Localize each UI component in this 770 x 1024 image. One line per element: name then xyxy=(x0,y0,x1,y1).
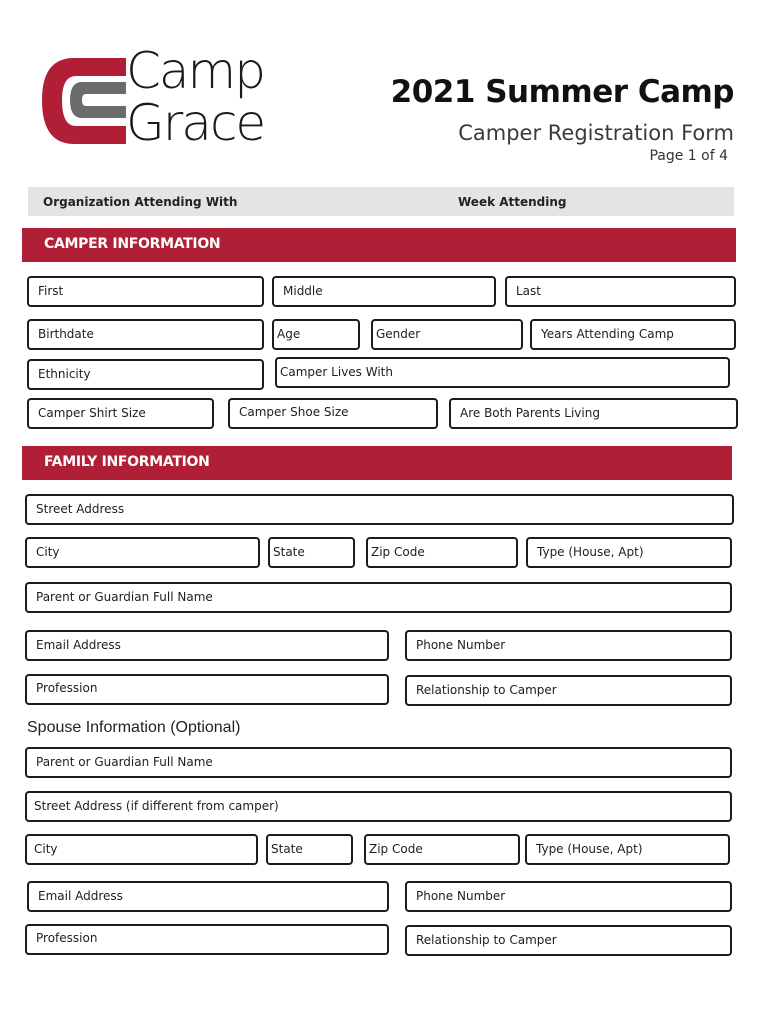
logo-word-grace: Grace xyxy=(126,94,265,152)
family-relationship-label: Relationship to Camper xyxy=(416,683,557,697)
spouse-guardian-name-label: Parent or Guardian Full Name xyxy=(36,755,213,769)
logo-mark-icon xyxy=(34,44,134,154)
spouse-email-label: Email Address xyxy=(38,889,123,903)
family-profession-label: Profession xyxy=(36,681,98,695)
ethnicity-label: Ethnicity xyxy=(38,367,91,381)
spouse-state-field[interactable] xyxy=(266,834,353,865)
family-profession-field[interactable] xyxy=(25,674,389,705)
family-zip-field[interactable] xyxy=(366,537,518,568)
family-type-label: Type (House, Apt) xyxy=(537,545,644,559)
middle-name-field[interactable] xyxy=(272,276,496,307)
spouse-phone-field[interactable] xyxy=(405,881,732,912)
spouse-profession-label: Profession xyxy=(36,931,98,945)
spouse-street-field[interactable] xyxy=(25,791,732,822)
last-name-field[interactable] xyxy=(505,276,736,307)
ethnicity-field[interactable] xyxy=(27,359,264,390)
shirt-size-field[interactable] xyxy=(27,398,214,429)
spouse-zip-field[interactable] xyxy=(364,834,520,865)
spouse-state-label: State xyxy=(271,842,303,856)
page-title: 2021 Summer Camp xyxy=(390,74,734,110)
birthdate-label: Birthdate xyxy=(38,327,94,341)
family-email-field[interactable] xyxy=(25,630,389,661)
family-type-field[interactable] xyxy=(526,537,732,568)
family-phone-label: Phone Number xyxy=(416,638,506,652)
family-guardian-name-label: Parent or Guardian Full Name xyxy=(36,590,213,604)
middle-name-label: Middle xyxy=(283,284,323,298)
birthdate-field[interactable] xyxy=(27,319,264,350)
logo-word-camp: Camp xyxy=(126,42,264,100)
family-relationship-field[interactable] xyxy=(405,675,732,706)
years-attending-field[interactable] xyxy=(530,319,736,350)
camper-section-title: CAMPER INFORMATION xyxy=(44,236,221,252)
first-name-label: First xyxy=(38,284,64,298)
lives-with-label: Camper Lives With xyxy=(280,365,393,379)
camp-grace-logo xyxy=(34,44,296,154)
week-field[interactable]: Week Attending xyxy=(458,195,567,209)
family-phone-field[interactable] xyxy=(405,630,732,661)
parents-living-label: Are Both Parents Living xyxy=(460,406,600,420)
form-subtitle: Camper Registration Form xyxy=(458,121,734,145)
page-indicator: Page 1 of 4 xyxy=(649,148,728,164)
family-city-field[interactable] xyxy=(25,537,260,568)
shirt-size-label: Camper Shirt Size xyxy=(38,406,146,420)
last-name-label: Last xyxy=(516,284,541,298)
family-state-label: State xyxy=(273,545,305,559)
family-state-field[interactable] xyxy=(268,537,355,568)
spouse-profession-field[interactable] xyxy=(25,924,389,955)
age-label: Age xyxy=(277,327,301,341)
family-section-title: FAMILY INFORMATION xyxy=(44,454,210,470)
family-street-label: Street Address xyxy=(36,502,125,516)
organization-bar xyxy=(28,187,734,216)
spouse-section-title: Spouse Information (Optional) xyxy=(27,719,241,736)
family-city-label: City xyxy=(36,545,60,559)
organization-field[interactable]: Organization Attending With xyxy=(43,195,238,209)
spouse-city-label: City xyxy=(34,842,58,856)
family-email-label: Email Address xyxy=(36,638,121,652)
first-name-field[interactable] xyxy=(27,276,264,307)
shoe-size-label: Camper Shoe Size xyxy=(239,405,349,419)
family-section-header xyxy=(22,446,732,480)
spouse-street-label: Street Address (if different from camper) xyxy=(34,799,279,813)
age-field[interactable] xyxy=(272,319,360,350)
spouse-type-field[interactable] xyxy=(525,834,730,865)
years-attending-label: Years Attending Camp xyxy=(541,327,674,341)
lives-with-field[interactable] xyxy=(275,357,730,388)
parents-living-field[interactable] xyxy=(449,398,738,429)
spouse-type-label: Type (House, Apt) xyxy=(536,842,643,856)
gender-field[interactable] xyxy=(371,319,523,350)
family-zip-label: Zip Code xyxy=(371,545,425,559)
family-street-field[interactable] xyxy=(25,494,734,525)
shoe-size-field[interactable] xyxy=(228,398,438,429)
spouse-guardian-name-field[interactable] xyxy=(25,747,732,778)
spouse-zip-label: Zip Code xyxy=(369,842,423,856)
spouse-city-field[interactable] xyxy=(25,834,258,865)
family-guardian-name-field[interactable] xyxy=(25,582,732,613)
spouse-phone-label: Phone Number xyxy=(416,889,506,903)
spouse-email-field[interactable] xyxy=(27,881,389,912)
spouse-relationship-label: Relationship to Camper xyxy=(416,933,557,947)
camper-section-header xyxy=(22,228,736,262)
gender-label: Gender xyxy=(376,327,421,341)
spouse-relationship-field[interactable] xyxy=(405,925,732,956)
